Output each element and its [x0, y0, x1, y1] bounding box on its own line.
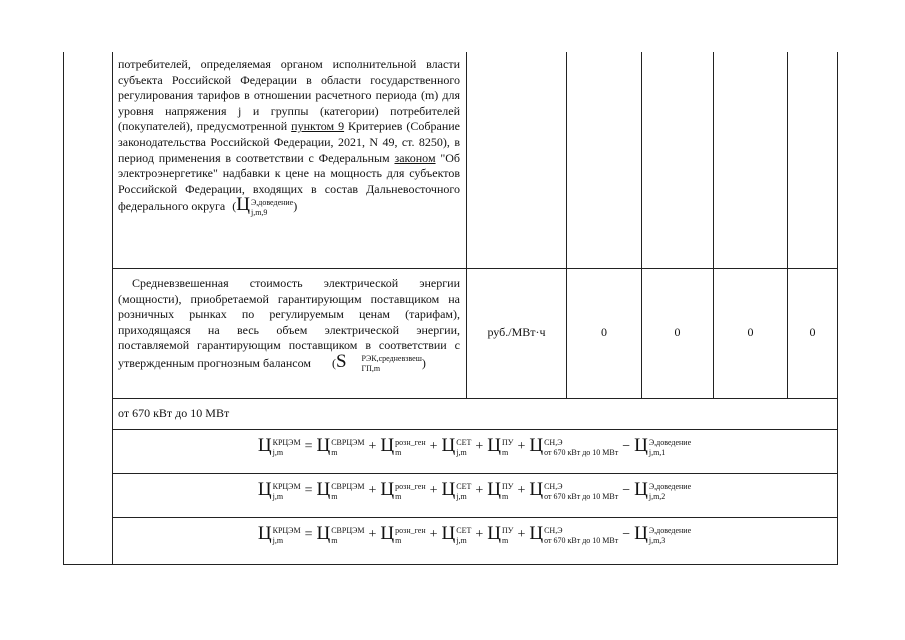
- row2-text: Средневзвешенная стоимость электрической энергии (мощности), приобретаемой гарантирующим поставщиком на розничных рынках по регулируемым ценам (тарифам), приходящаяся на весь объем электрической энергии, поставляемой гарантирующим поставщиком в соответствии с утвержденным прогнозным балансом: [118, 276, 460, 370]
- row-line-3: [112, 429, 838, 430]
- col-line-1: [466, 52, 467, 398]
- row2-description: [118, 276, 460, 374]
- formula-3: Ц КРЦЭМ j,m = Ц СВРЦЭМ m + Ц розн_ген m + Ц СЕТ j,m + Ц ПУ m + Ц СН,Э от 670 кВт до 10 МВт − Ц Э,доведение j,m,3: [257, 523, 692, 546]
- row-line-bottom: [63, 564, 838, 565]
- row2-value-3: 0: [747, 325, 754, 339]
- link-punkt-9[interactable]: пунктом 9: [291, 119, 345, 134]
- formula-1: Ц КРЦЭМ j,m = Ц СВРЦЭМ m + Ц розн_ген m + Ц СЕТ j,m + Ц ПУ m + Ц СН,Э от 670 кВт до 10 МВт − Ц Э,доведение j,m,1: [257, 435, 692, 458]
- row2-symbol: (S РЭК,средневзвеш ГП,m ): [331, 350, 426, 374]
- row-line-2: [112, 398, 838, 399]
- row-line-4: [112, 473, 838, 474]
- col-line-3: [641, 52, 642, 398]
- right-border: [837, 52, 838, 565]
- row1-symbol: (Ц Э,доведение j,m,9 ): [232, 194, 298, 217]
- row-line-5: [112, 517, 838, 518]
- col-line-2: [566, 52, 567, 398]
- row1-text-tail: "Об электроэнергетике" надбавки к цене на мощность для субъектов Российской Федерации, входящих в состав Дальневосточного федерального округа: [118, 150, 461, 214]
- col-line-5: [787, 52, 788, 398]
- link-zakon[interactable]: законом: [394, 150, 436, 165]
- row2-value-1: 0: [601, 325, 607, 339]
- row2-value-4: 0: [809, 325, 816, 339]
- section-heading: от 670 кВт до 10 МВт: [118, 406, 230, 420]
- left-border-outer: [63, 52, 64, 565]
- row1-text-middle: Критериев (Собрание законодательства Российской Федерации, 2021, N 49, ст. 8250), в период применения в соответствии с Федеральным: [118, 119, 461, 165]
- row2-value-2: 0: [674, 325, 681, 339]
- col-line-4: [713, 52, 714, 398]
- row-line-1: [112, 268, 838, 269]
- row1-description: [118, 57, 460, 218]
- row1-text: потребителей, определяемая органом исполнительной власти субъекта Российской Федерации в области государственного регулирования тарифов в отношении расчетного периода (m) для уровня напряжения j и группы (категории) потребителей (покупателей), предусмотренной: [118, 57, 460, 134]
- formula-2: Ц КРЦЭМ j,m = Ц СВРЦЭМ m + Ц розн_ген m + Ц СЕТ j,m + Ц ПУ m + Ц СН,Э от 670 кВт до 10 МВт − Ц Э,доведение j,m,2: [257, 479, 692, 502]
- row2-unit: руб./МВт·ч: [487, 325, 546, 339]
